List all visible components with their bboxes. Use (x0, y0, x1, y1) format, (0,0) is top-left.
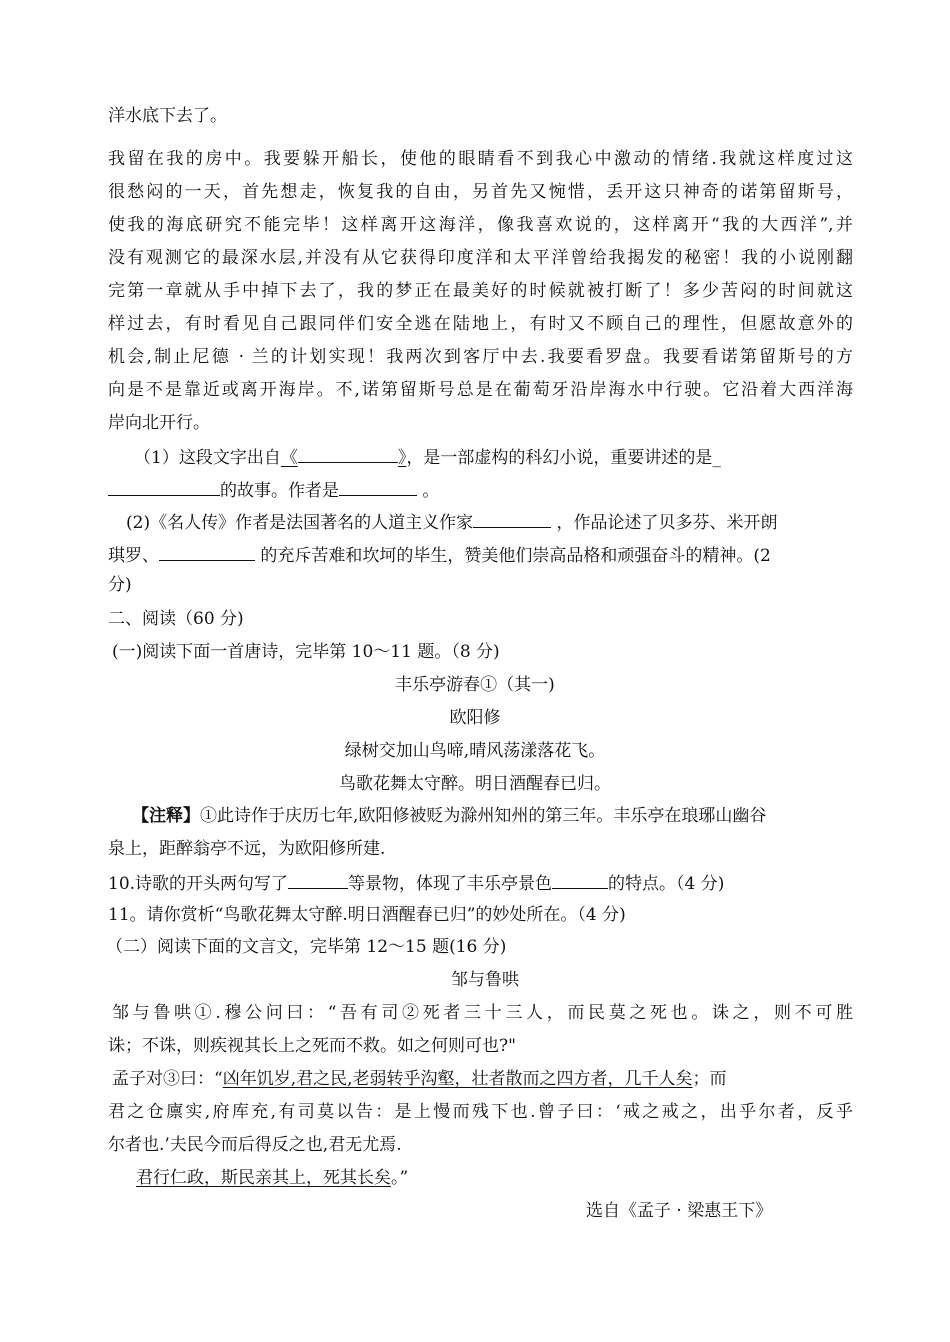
classical-line (112, 1068, 857, 1090)
question-2 (126, 510, 871, 534)
writer-blank[interactable] (473, 510, 551, 528)
passage-line: 机会,制止尼德 · 兰的计划实现！我两次到客厅中去.我要看罗盘。我要看诺第留斯号的方 (108, 347, 853, 367)
question-10-text-3: 的特点。（4 分) (608, 874, 725, 894)
mencius-reply-cont: ；而 (692, 1069, 727, 1089)
feature-blank[interactable] (552, 871, 608, 889)
question-10-text-2: 等景物，体现了丰乐亭景色 (348, 874, 553, 894)
passage-line: 洋水底下去了。 (108, 106, 227, 126)
poem-title: 丰乐亭游春①（其一) (395, 675, 555, 695)
mencius-reply: 孟子对③曰：“ (112, 1069, 223, 1089)
poem-note-cont: 泉上，距醉翁亭不远，为欧阳修所建. (108, 839, 386, 859)
classical-line: 尔者也.’夫民今而后得反之也,君无尤焉. (108, 1135, 402, 1155)
question-2-cont (108, 543, 853, 567)
poem-line: 绿树交加山鸟啼,晴风荡漾落花飞。 (344, 741, 606, 761)
question-2-text-3: 的充斥苦难和坎坷的毕生，赞美他们崇高品格和顽强奋斗的精神。(2 (260, 546, 771, 566)
passage-line: 很愁闷的一天，首先想走，恢复我的自由，另首先又惋惜，丢开这只神奇的诺第留斯号， (108, 182, 853, 202)
question-1-cont (108, 478, 853, 502)
artist-blank[interactable] (159, 543, 255, 561)
question-1 (134, 445, 879, 469)
question-1-text-2: 的故事。作者是 (220, 481, 339, 501)
closing-quote: 。” (391, 1168, 409, 1188)
note-label: 【注释】 (132, 806, 200, 826)
poem-line: 鸟歌花舞太守醉。明日酒醒春已归。 (339, 774, 611, 794)
classical-line: 君之仓廪实,府库充,有司莫以告：是上慢而残下也.曾子曰：‘戒之戒之，出乎尔者，反乎 (108, 1102, 853, 1122)
book-title-blank[interactable] (298, 445, 398, 463)
underlined-sentence: 君行仁政，斯民亲其上，死其长矣 (136, 1168, 391, 1188)
classical-line: 邹与鲁哄①.穆公问曰：“吾有司②死者三十三人，而民莫之死也。诛之，则不可胜 (112, 1003, 853, 1023)
question-2-text-2: 琪罗、 (108, 546, 159, 566)
question-1-end: 。 (422, 481, 440, 501)
question-2-score: 分) (108, 575, 132, 595)
classical-title: 邹与鲁哄 (451, 970, 519, 990)
book-title-bracket-open: 《 (280, 448, 298, 468)
poem-author: 欧阳修 (449, 708, 501, 728)
story-blank[interactable] (108, 478, 220, 496)
section-heading: 二、阅读（60 分) (108, 609, 244, 629)
passage-line: 样过去，有时看见自己跟同伴们安全逃在陆地上，有时又不顾自己的理性，但愿故意外的 (108, 314, 853, 334)
question-10 (108, 871, 853, 895)
book-title-bracket-close: 》 (397, 448, 407, 468)
note-text: ①此诗作于庆历七年,欧阳修被贬为滁州知州的第三年。丰乐亭在琅琊山幽谷 (200, 806, 767, 826)
passage-line: 完第一章就从手中掉下去了，我的梦正在最美好的时候就被打断了！多少苦闷的时间就这 (108, 281, 853, 301)
passage-line: 使我的海底研究不能完毕！这样离开这海洋，像我喜欢说的，这样离开“我的大西洋”,并 (108, 215, 853, 235)
underlined-sentence: 凶年饥岁,君之民,老弱转乎沟壑，壮者散而之四方者，几千人矣 (222, 1069, 693, 1089)
part-2-intro: （二）阅读下面的文言文，完毕第 12～15 题(16 分) (106, 937, 507, 957)
question-1-text: ，是一部虚构的科幻小说，重要讲述的是_ (406, 448, 721, 468)
author-blank[interactable] (339, 478, 417, 496)
passage-line: 没有观测它的最深水层,并没有从它获得印度洋和太平洋曾给我揭发的秘密！我的小说刚翻 (108, 248, 853, 268)
passage-line: 我留在我的房中。我要躲开船长，使他的眼睛看不到我心中激动的情绪.我就这样度过这 (108, 149, 853, 169)
question-1-label: （1）这段文字出自 (134, 448, 281, 468)
scenery-blank[interactable] (288, 871, 348, 889)
question-2-text: ，作品论述了贝多芬、米开朗 (556, 513, 778, 533)
classical-line (136, 1167, 881, 1189)
question-2-label: (2)《名人传》作者是法国著名的人道主义作家 (126, 513, 474, 533)
poem-note (132, 805, 853, 827)
passage-line: 岸向北开行。 (108, 413, 210, 433)
source-citation: 选自《孟子 · 梁惠王下》 (586, 1201, 773, 1221)
passage-line: 向是不是靠近或离开海岸。不,诺第留斯号总是在葡萄牙沿岸海水中行驶。它沿着大西洋海 (108, 380, 853, 400)
question-10-text: 10.诗歌的开头两句写了 (108, 874, 289, 894)
question-11: 11。请你赏析“鸟歌花舞太守醉.明日酒醒春已归”的妙处所在。（4 分) (108, 905, 626, 925)
classical-line: 诛；不诛，则疾视其长上之死而不救。如之何则可也?" (108, 1036, 516, 1056)
part-1-intro: (一)阅读下面一首唐诗，完毕第 10～11 题。（8 分) (112, 642, 500, 662)
